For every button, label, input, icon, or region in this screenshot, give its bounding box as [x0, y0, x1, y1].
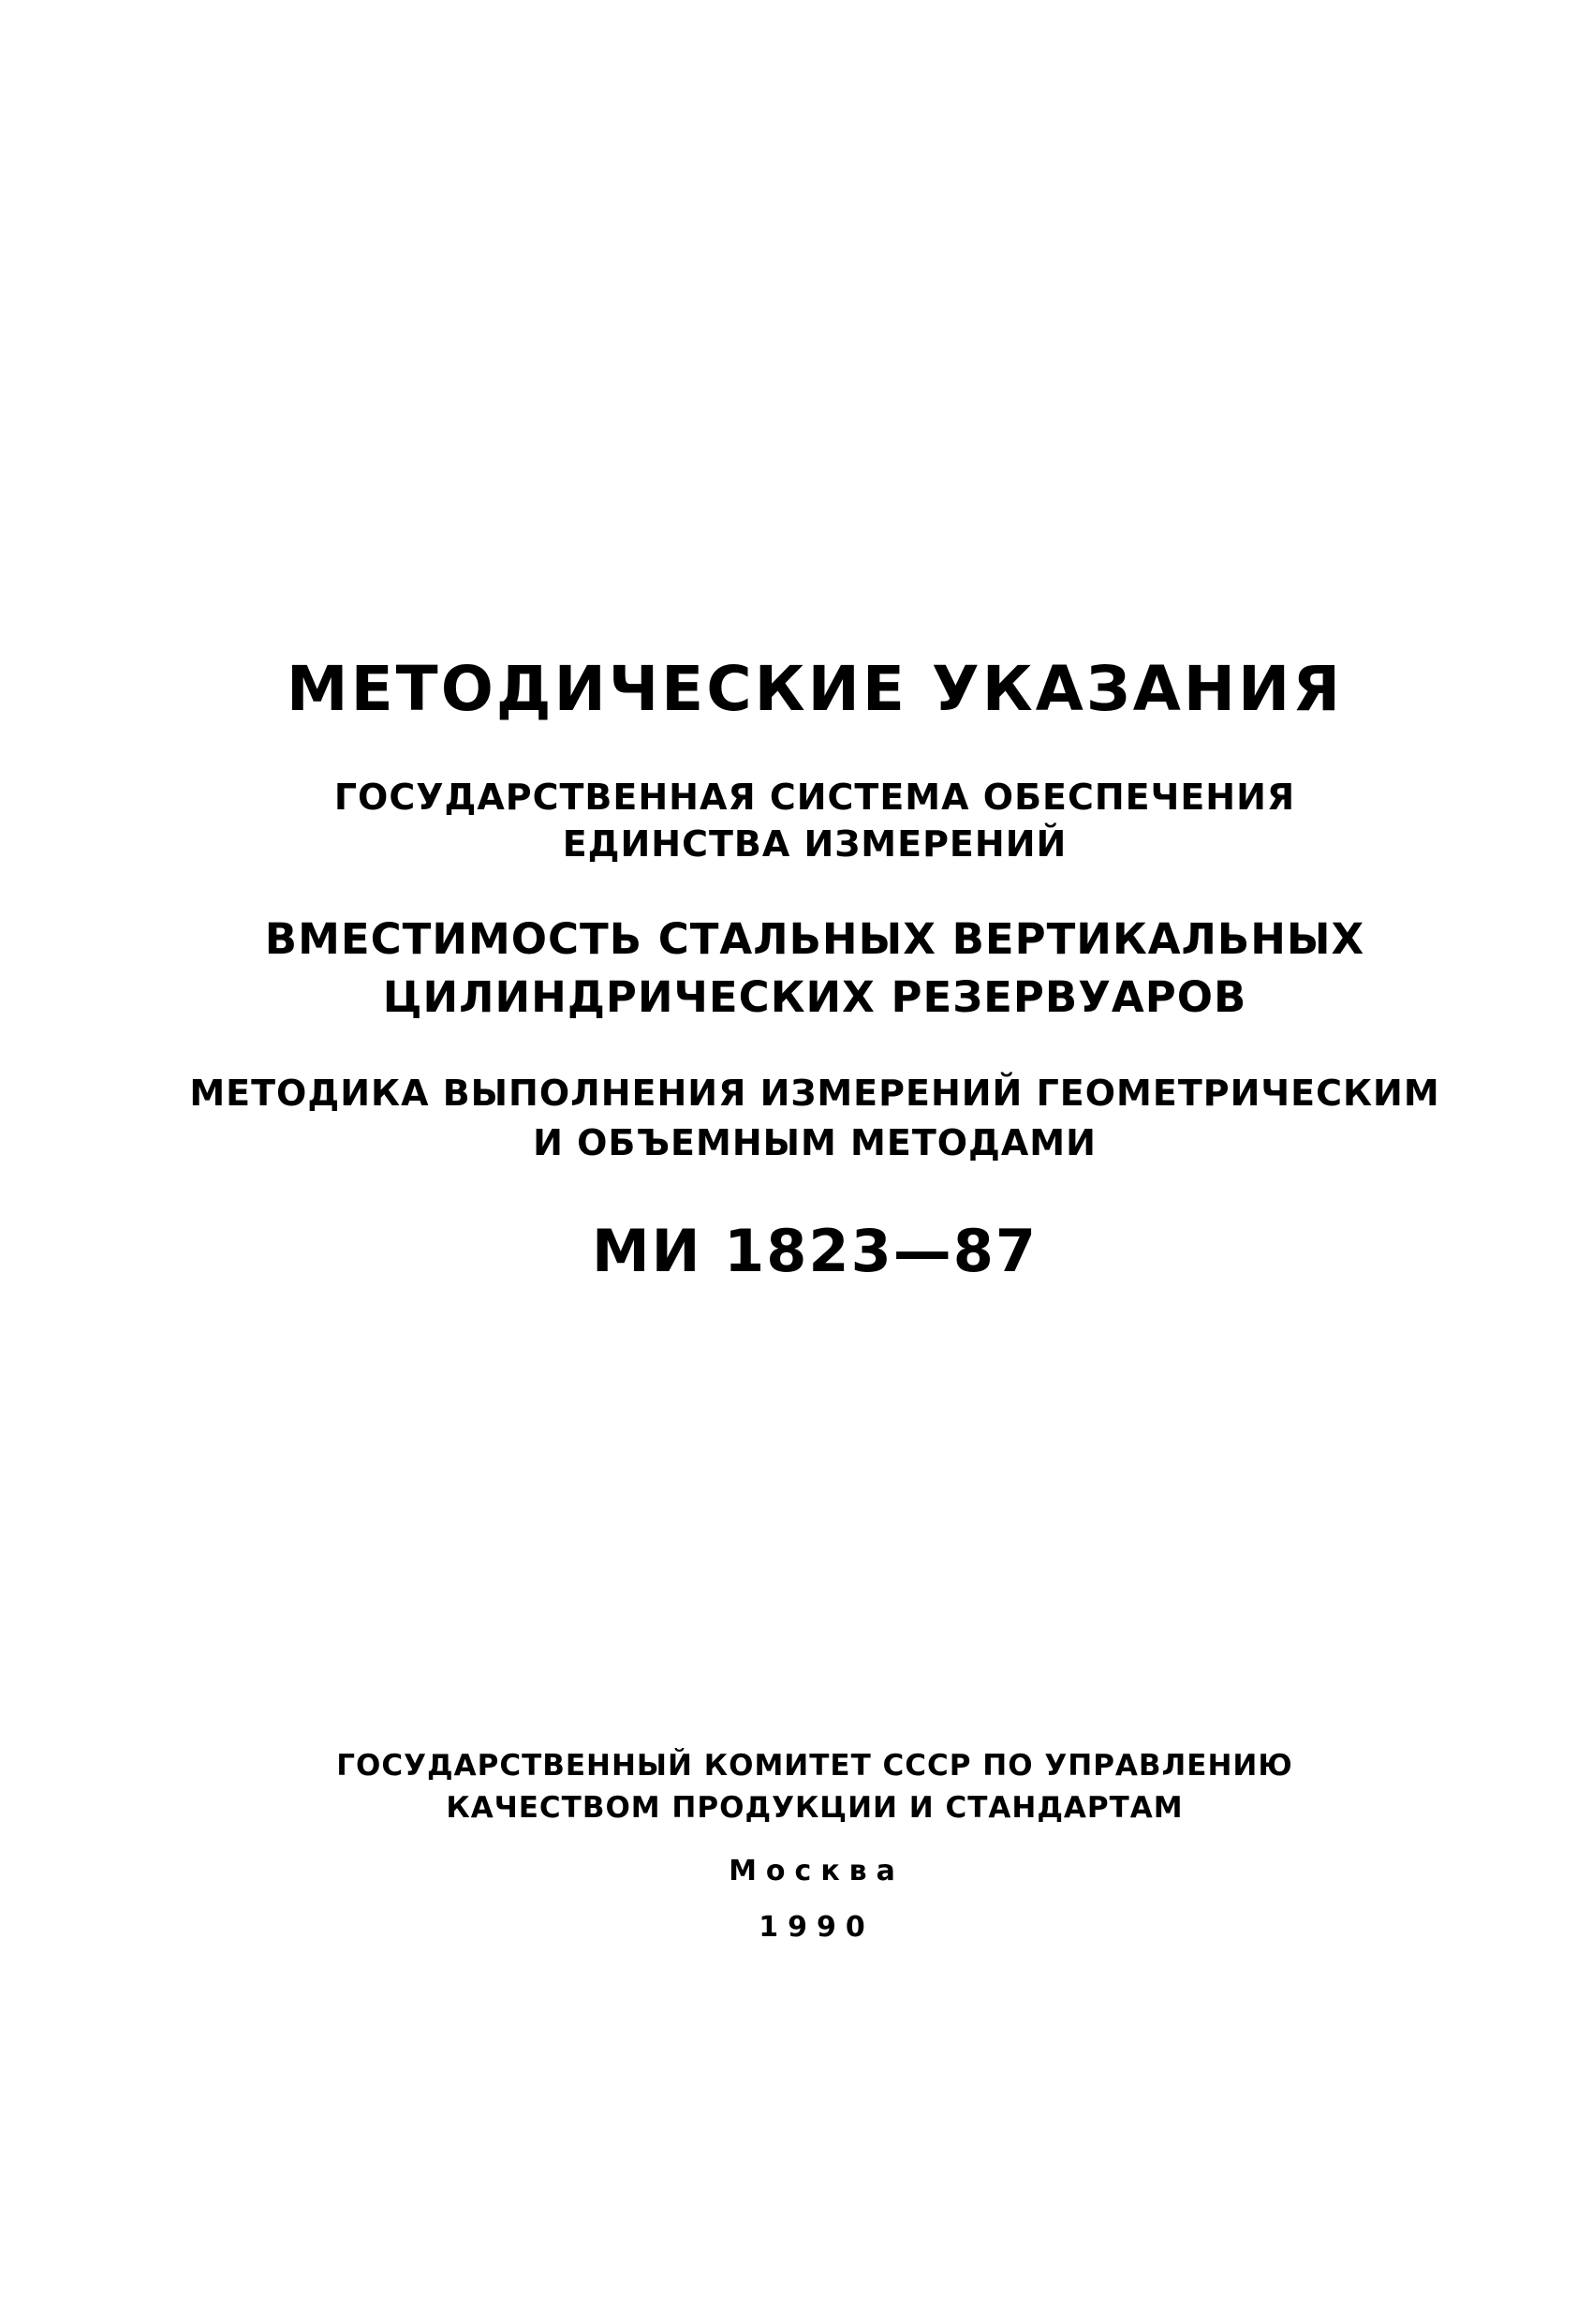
publisher-line-1: ГОСУДАРСТВЕННЫЙ КОМИТЕТ СССР ПО УПРАВЛЕНИЮ	[336, 1749, 1293, 1783]
document-type-heading: МЕТОДИЧЕСКИЕ УКАЗАНИЯ	[286, 653, 1344, 725]
method-title-line-2: И ОБЪЕМНЫМ МЕТОДАМИ	[533, 1122, 1097, 1163]
system-title-line-2: ЕДИНСТВА ИЗМЕРЕНИЙ	[562, 823, 1068, 865]
publication-year: 1990	[759, 1911, 875, 1944]
publication-city: Москва	[729, 1855, 905, 1887]
publisher-line-2: КАЧЕСТВОМ ПРОДУКЦИИ И СТАНДАРТАМ	[446, 1791, 1184, 1825]
system-title-line-1: ГОСУДАРСТВЕННАЯ СИСТЕМА ОБЕСПЕЧЕНИЯ	[333, 777, 1296, 818]
method-title-line-1: МЕТОДИКА ВЫПОЛНЕНИЯ ИЗМЕРЕНИЙ ГЕОМЕТРИЧЕСКИМ	[189, 1073, 1440, 1114]
document-code: МИ 1823—87	[591, 1217, 1038, 1285]
subject-title-line-2: ЦИЛИНДРИЧЕСКИХ РЕЗЕРВУАРОВ	[382, 972, 1247, 1022]
subject-title-line-1: ВМЕСТИМОСТЬ СТАЛЬНЫХ ВЕРТИКАЛЬНЫХ	[264, 914, 1365, 964]
